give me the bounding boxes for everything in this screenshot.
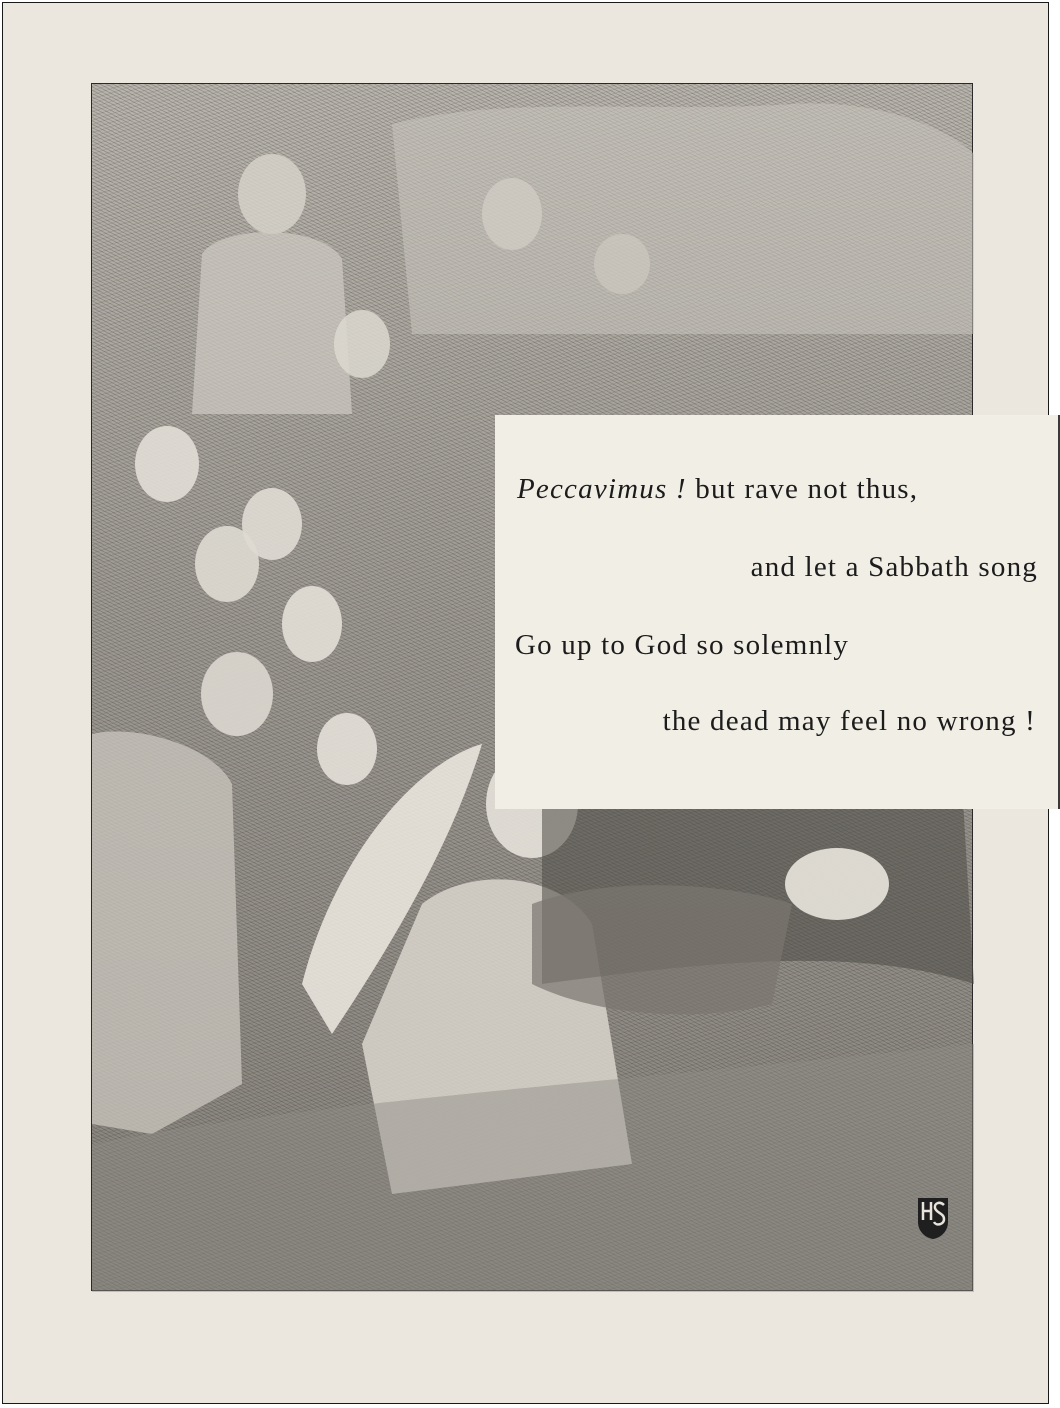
child-head xyxy=(317,713,377,785)
child-head xyxy=(201,652,273,736)
poem-line-2: and let a Sabbath song xyxy=(750,551,1038,583)
artist-monogram-icon xyxy=(916,1196,950,1240)
cloud-shape xyxy=(392,103,974,334)
child-robe xyxy=(92,731,242,1134)
poem-line-1 xyxy=(517,473,918,506)
child-head xyxy=(282,586,342,662)
poem-line-4: the dead may feel no wrong ! xyxy=(662,705,1036,737)
dead-figure-head xyxy=(785,848,889,920)
spirit-robe xyxy=(192,232,352,414)
page-frame xyxy=(2,2,1049,1404)
child-head xyxy=(334,310,390,378)
poem-line-1-emphasis: Peccavimus ! xyxy=(517,473,687,505)
poem-panel xyxy=(495,415,1060,809)
engraving-illustration xyxy=(91,83,1038,1291)
spirit-head xyxy=(238,154,306,234)
spirit-head xyxy=(482,178,542,250)
child-head xyxy=(135,426,199,502)
child-head xyxy=(195,526,259,602)
dead-figure-body xyxy=(532,885,792,1014)
spirit-head xyxy=(594,234,650,294)
poem-line-3: Go up to God so solemnly xyxy=(515,629,850,661)
poem-line-1-rest: but rave not thus, xyxy=(695,473,919,505)
